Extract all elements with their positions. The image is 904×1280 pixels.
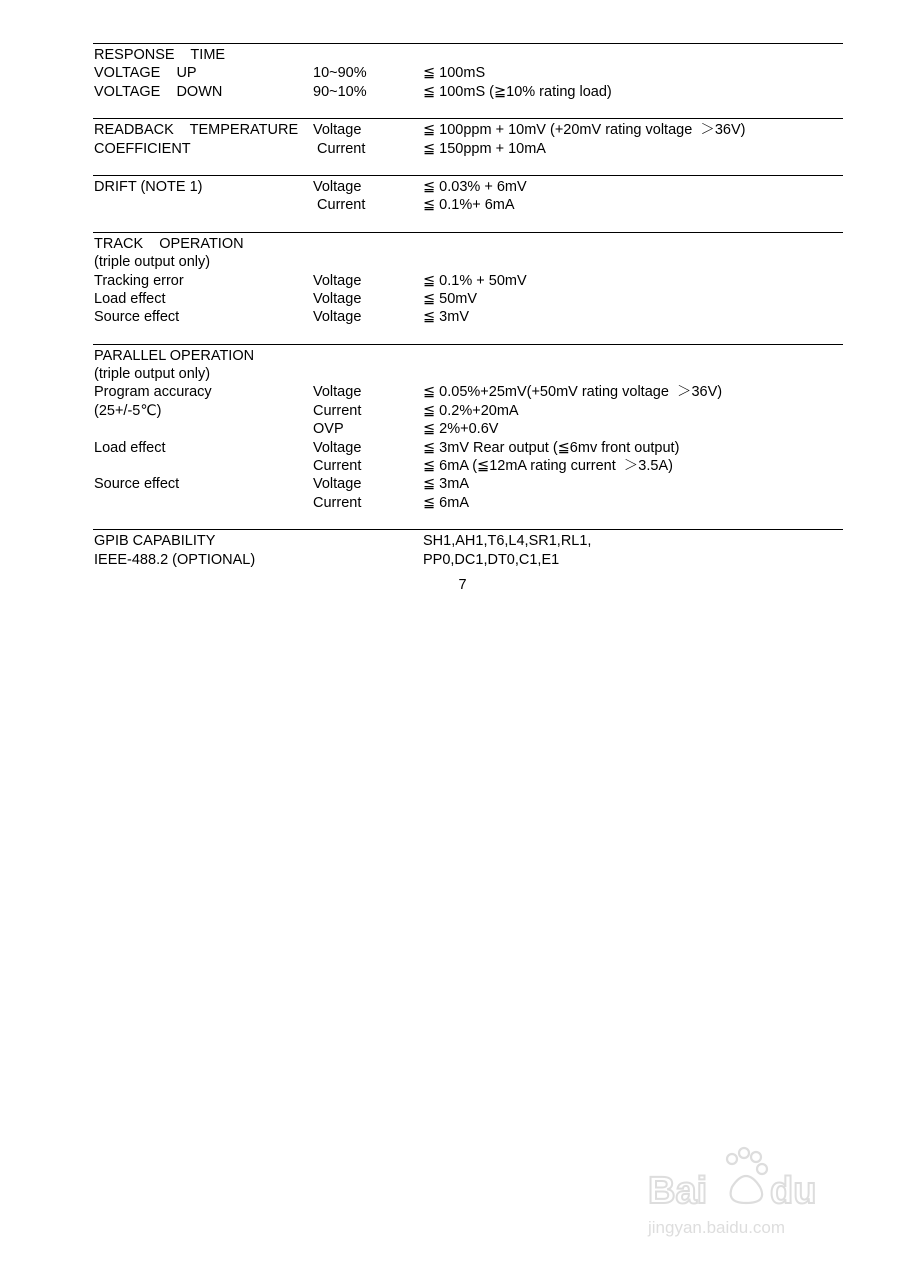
spec-label: GPIB CAPABILITY bbox=[94, 533, 216, 550]
spec-label: Source effect bbox=[94, 309, 180, 326]
spec-label: Tracking error bbox=[94, 272, 184, 289]
spec-label: DRIFT (NOTE 1) bbox=[94, 178, 203, 195]
spec-label: COEFFICIENT bbox=[94, 140, 191, 157]
spec-row bbox=[94, 83, 843, 101]
spec-param: Voltage bbox=[313, 476, 362, 493]
spec-label: Program accuracy bbox=[94, 384, 212, 401]
spec-row bbox=[94, 140, 843, 158]
spec-row bbox=[94, 121, 843, 139]
spec-label: TRACK OPERATION bbox=[94, 235, 244, 252]
section-parallel-operation bbox=[93, 344, 843, 530]
spec-param: Current bbox=[313, 458, 362, 475]
spec-param: Current bbox=[313, 402, 362, 419]
spec-row bbox=[94, 551, 843, 569]
spec-label: (triple output only) bbox=[94, 254, 211, 271]
spec-value: ≦ 0.1% + 50mV bbox=[423, 272, 527, 289]
spec-label: VOLTAGE DOWN bbox=[94, 83, 223, 100]
svg-text:Bai: Bai bbox=[648, 1170, 708, 1212]
spec-value: ≦ 2%+0.6V bbox=[423, 421, 499, 438]
section-response-time bbox=[93, 43, 843, 118]
spec-row bbox=[94, 402, 843, 420]
section-drift bbox=[93, 175, 843, 232]
spec-row bbox=[94, 290, 843, 308]
baidu-watermark-logo bbox=[640, 1145, 860, 1245]
spec-row bbox=[94, 64, 843, 82]
spec-table bbox=[93, 43, 843, 586]
svg-text:du: du bbox=[770, 1170, 817, 1212]
spec-param: Voltage bbox=[313, 384, 362, 401]
spec-label: IEEE-488.2 (OPTIONAL) bbox=[94, 551, 256, 568]
spec-row bbox=[94, 235, 843, 253]
spec-row bbox=[94, 383, 843, 401]
spec-param: Current bbox=[313, 140, 366, 157]
spec-value: ≦ 0.2%+20mA bbox=[423, 402, 519, 419]
spec-param: Voltage bbox=[313, 290, 362, 307]
spec-value: ≦ 0.1%+ 6mA bbox=[423, 197, 515, 214]
spec-param: Voltage bbox=[313, 272, 362, 289]
spec-value: ≦ 3mA bbox=[423, 476, 469, 493]
spec-value: ≦ 3mV bbox=[423, 309, 469, 326]
spec-param: 10~90% bbox=[313, 65, 367, 82]
spec-row bbox=[94, 178, 843, 196]
spec-param: Voltage bbox=[313, 178, 362, 195]
spec-row bbox=[94, 272, 843, 290]
spec-param: Current bbox=[313, 494, 362, 511]
spec-value: ≦ 50mV bbox=[423, 290, 478, 307]
spec-label: READBACK TEMPERATURE bbox=[94, 122, 299, 139]
spec-param: OVP bbox=[313, 421, 344, 438]
spec-label: RESPONSE TIME bbox=[94, 47, 226, 63]
spec-value: SH1,AH1,T6,L4,SR1,RL1, bbox=[423, 533, 592, 550]
spec-param: 90~10% bbox=[313, 83, 367, 100]
spec-row bbox=[94, 457, 843, 475]
spec-label: Source effect bbox=[94, 476, 180, 493]
spec-row bbox=[94, 347, 843, 365]
spec-param: Voltage bbox=[313, 439, 362, 456]
spec-param: Current bbox=[313, 197, 366, 214]
spec-value: ≦ 100mS bbox=[423, 65, 486, 82]
page-number: 7 bbox=[458, 577, 467, 593]
spec-row bbox=[94, 196, 843, 214]
spec-param: Voltage bbox=[313, 122, 362, 139]
spec-value: ≦ 6mA bbox=[423, 494, 469, 511]
spec-value: ≦ 6mA (≦12mA rating current ＞3.5A) bbox=[423, 458, 673, 475]
spec-row bbox=[94, 365, 843, 383]
spec-row bbox=[94, 494, 843, 512]
spec-value: ≦ 150ppm + 10mA bbox=[423, 140, 546, 157]
spec-row bbox=[94, 532, 843, 550]
spec-value: ≦ 100mS (≧10% rating load) bbox=[423, 83, 612, 100]
spec-row bbox=[94, 475, 843, 493]
spec-row bbox=[94, 46, 843, 64]
spec-label: VOLTAGE UP bbox=[94, 65, 197, 82]
spec-value: ≦ 100ppm + 10mV (+20mV rating voltage ＞36V) bbox=[423, 122, 746, 139]
spec-value: ≦ 0.03% + 6mV bbox=[423, 178, 527, 195]
spec-value: ≦ 0.05%+25mV(+50mV rating voltage ＞36V) bbox=[423, 384, 723, 401]
spec-row bbox=[94, 420, 843, 438]
spec-label: Load effect bbox=[94, 290, 166, 307]
spec-row bbox=[94, 439, 843, 457]
spec-label: (triple output only) bbox=[94, 366, 211, 383]
spec-row bbox=[94, 253, 843, 271]
spec-row bbox=[94, 308, 843, 326]
svg-text:jingyan.baidu.com: jingyan.baidu.com bbox=[648, 1218, 786, 1237]
spec-param: Voltage bbox=[313, 309, 362, 326]
spec-label: Load effect bbox=[94, 439, 166, 456]
spec-label: PARALLEL OPERATION bbox=[94, 347, 255, 364]
section-readback-temperature bbox=[93, 118, 843, 175]
section-track-operation bbox=[93, 232, 843, 344]
spec-label: (25+/-5℃) bbox=[94, 402, 162, 419]
spec-value: PP0,DC1,DT0,C1,E1 bbox=[423, 551, 560, 568]
spec-value: ≦ 3mV Rear output (≦6mv front output) bbox=[423, 439, 680, 456]
